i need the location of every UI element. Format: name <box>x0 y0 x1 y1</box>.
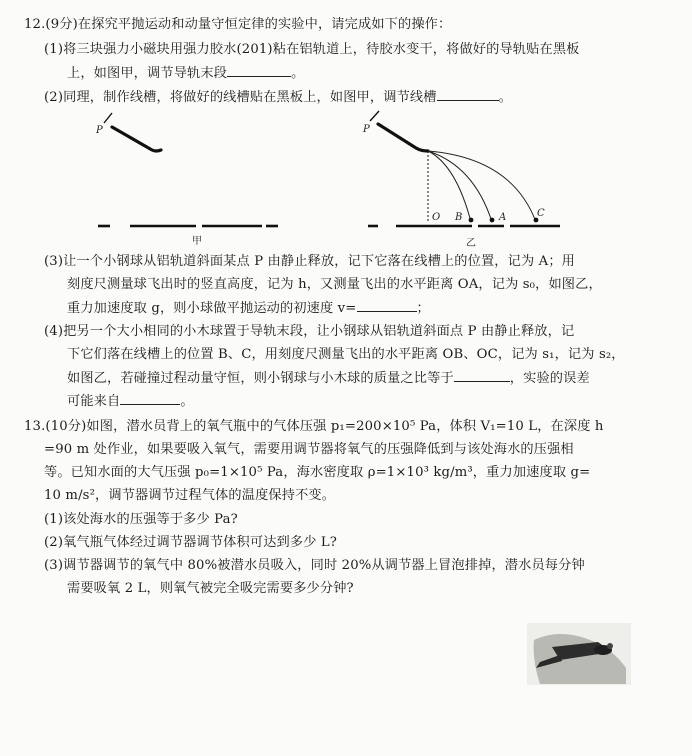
q12-part4-text: 如图乙，若碰撞过程动量守恒，则小钢球与小木球的质量之比等于 <box>67 371 454 386</box>
q12-part3-line1: (3)让一个小钢球从铝轨道斜面某点 P 由静止释放，记下它落在线槽上的位置，记为 A；用 <box>44 254 575 269</box>
figure-left-track <box>104 113 161 151</box>
q12-part3-line2: 刻度尺测量球飞出时的竖直高度，记为 h，又测量飞出的水平距离 OA，记为 s₀，如图乙， <box>67 277 602 292</box>
q12-header: 12.(9分)在探究平抛运动和动量守恒定律的实验中，请完成如下的操作： <box>24 17 452 32</box>
q12-part1-line1: (1)将三块强力小磁块用强力胶水(201)粘在铝轨道上，待胶水变干，将做好的导轨贴在黑板 <box>44 42 580 57</box>
point-label-o: O <box>432 212 441 223</box>
q12-part4-line4 <box>67 392 194 411</box>
q13-part1: (1)该处海水的压强等于多少 Pa? <box>44 512 238 527</box>
trajectory-c <box>428 151 536 222</box>
figure-label-p-right: P <box>363 124 370 135</box>
q13-line3: 等。已知水面的大气压强 p₀=1×10⁵ Pa，海水密度取 ρ=1×10³ kg/m³，重力加速度取 g= <box>44 465 591 480</box>
point-label-c: C <box>537 208 545 219</box>
diver-illustration <box>527 623 631 685</box>
q13-line2: =90 m 处作业，如果要吸入氧气，需要用调节器将氧气的压强降低到与该处海水的压强相 <box>44 442 574 457</box>
q12-part2-text: (2)同理，制作线槽，将做好的线槽贴在黑板上，如图甲，调节线槽 <box>44 90 437 105</box>
q13-part3-line1: (3)调节器调节的氧气中 80%被潜水员吸入，同时 20%从调节器上冒泡排掉，潜水员每分钟 <box>44 558 585 573</box>
q12-part4-text2: 可能来自 <box>67 394 121 409</box>
q12-part4-line1: (4)把另一个大小相同的小木球置于导轨末段，让小钢球从铝轨道斜面点 P 由静止释放，记 <box>44 324 575 339</box>
q13-part2: (2)氧气瓶气体经过调节器调节体积可达到多少 L? <box>44 535 338 550</box>
q12-part2-end: 。 <box>498 90 512 105</box>
answer-blank-5[interactable] <box>120 392 180 405</box>
q13-line1: 13.(10分)如图，潜水员背上的氧气瓶中的气体压强 p₁=200×10⁵ Pa，体积 V₁=10 L，在深度 h <box>24 419 604 434</box>
figure-right-track <box>370 111 428 151</box>
figure-caption-left: 甲 <box>192 236 202 247</box>
q13-part3-line2: 需要吸氧 2 L，则氧气被完全吸完需要多少分钟? <box>67 581 354 596</box>
point-label-a: A <box>499 212 507 223</box>
landing-a <box>490 218 495 223</box>
q12-part1-end: 。 <box>291 66 305 81</box>
q12-part3-text: 重力加速度取 g，则小球做平抛运动的初速度 v= <box>67 301 357 316</box>
point-label-b: B <box>455 212 463 223</box>
q12-part4-mid: ，实验的误差 <box>509 371 590 386</box>
q13-line4: 10 m/s²，调节器调节过程气体的温度保持不变。 <box>44 488 336 503</box>
q12-part4-line2: 下它们落在线槽上的位置 B、C，用刻度尺测量飞出的水平距离 OB、OC，记为 s₁，记为 s₂， <box>67 347 625 362</box>
landing-b <box>469 218 474 223</box>
q12-part1-text: 上，如图甲，调节导轨末段 <box>67 66 228 81</box>
figure-caption-right: 乙 <box>466 238 476 249</box>
q12-part4-line3 <box>67 369 590 388</box>
figure-label-p-left: P <box>96 125 103 136</box>
q12-part4-end: 。 <box>180 394 194 409</box>
answer-blank-3[interactable] <box>357 299 417 312</box>
answer-blank-4[interactable] <box>454 369 510 382</box>
q12-part3-end: ； <box>416 301 430 316</box>
q12-part3-line3 <box>67 299 430 318</box>
